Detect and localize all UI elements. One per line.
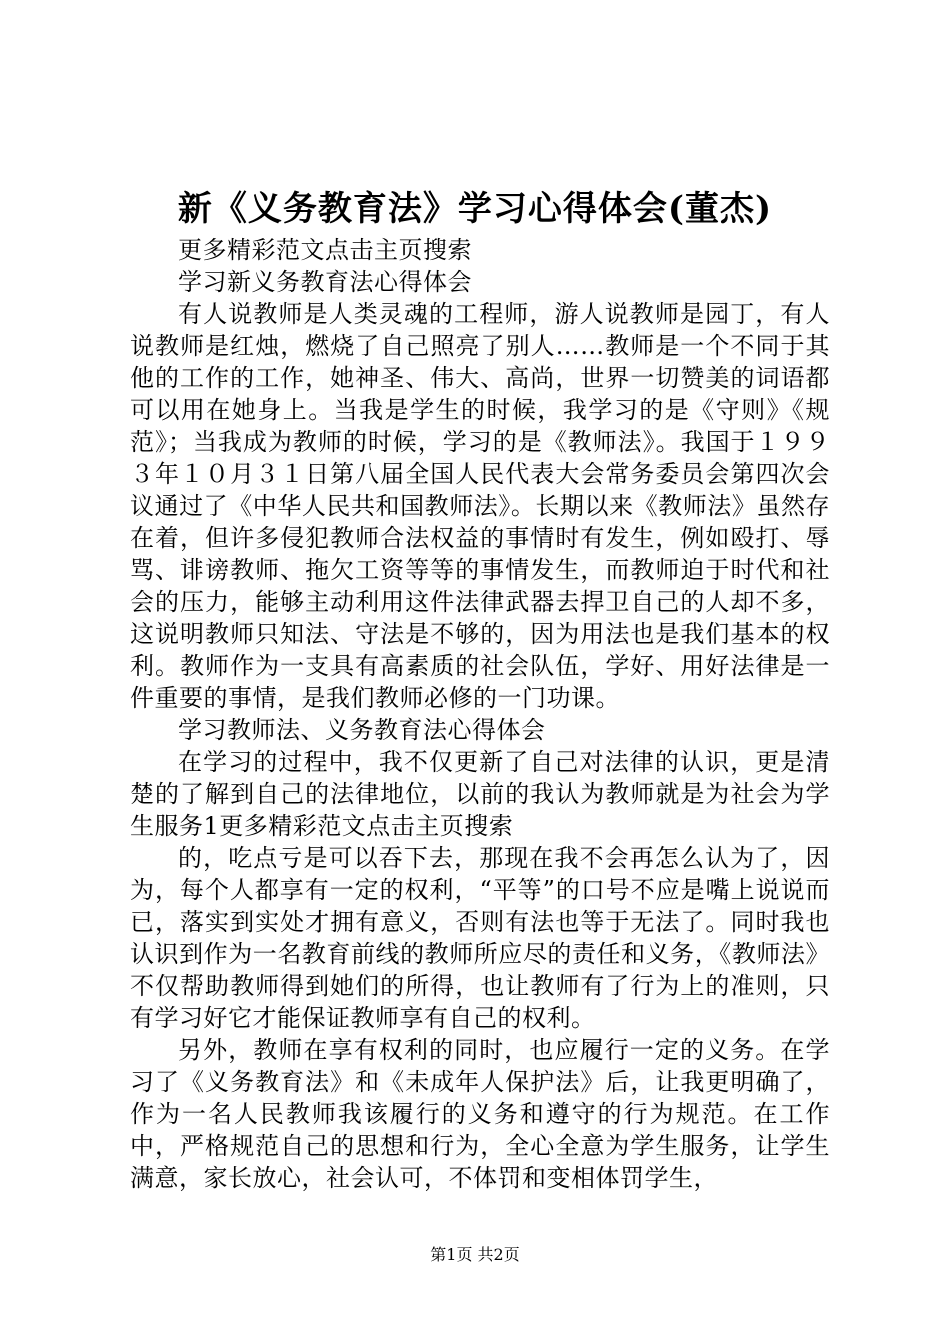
paragraph: 在学习的过程中，我不仅更新了自己对法律的认识，更是清楚的了解到自己的法律地位，以前的我认为教师就是为社会为学生服务1更多精彩范文点击主页搜索 (130, 748, 830, 840)
paragraph: 学习新义务教育法心得体会 (178, 268, 472, 296)
paragraph: 的，吃点亏是可以吞下去，那现在我不会再怎么认为了，因为，每个人都享有一定的权利，“平等”的口号不应是嘴上说说而已，落实到实处才拥有意义，否则有法也等于无法了。同时我也认识到作为一名教育前线的教师所应尽的责任和义务，《教师法》不仅帮助教师得到她们的所得，也让教师有了行为上的准则，只有学习好它才能保证教师享有自己的权利。 (130, 844, 830, 1032)
paragraph: 学习教师法、义务教育法心得体会 (178, 716, 546, 744)
page-number-footer: 第1页 共2页 (430, 1245, 520, 1264)
paragraph: 有人说教师是人类灵魂的工程师，游人说教师是园丁，有人说教师是红烛，燃烧了自己照亮了别人……教师是一个不同于其他的工作的工作，她神圣、伟大、高尚，世界一切赞美的词语都可以用在她身上。当我是学生的时候，我学习的是《守则》《规范》；当我成为教师的时候，学习的是《教师法》。我国于１９９３年１０月３１日第八届全国人民代表大会常务委员会第四次会议通过了《中华人民共和国教师法》。长期以来《教师法》虽然存在着，但许多侵犯教师合法权益的事情时有发生，例如殴打、辱骂、诽谤教师、拖欠工资等等的事情发生，而教师迫于时代和社会的压力，能够主动利用这件法律武器去捍卫自己的人却不多，这说明教师只知法、守法是不够的，因为用法也是我们基本的权利。教师作为一支具有高素质的社会队伍，学好、用好法律是一件重要的事情，是我们教师必修的一门功课。 (130, 300, 830, 712)
document-title: 新《义务教育法》学习心得体会(董杰) (177, 189, 773, 229)
document-body (130, 234, 830, 1194)
paragraph: 更多精彩范文点击主页搜索 (178, 236, 472, 264)
paragraph: 另外，教师在享有权利的同时，也应履行一定的义务。在学习了《义务教育法》和《未成年人保护法》后，让我更明确了，作为一名人民教师我该履行的义务和遵守的行为规范。在工作中，严格规范自己的思想和行为，全心全意为学生服务，让学生满意，家长放心，社会认可，不体罚和变相体罚学生， (130, 1036, 830, 1192)
